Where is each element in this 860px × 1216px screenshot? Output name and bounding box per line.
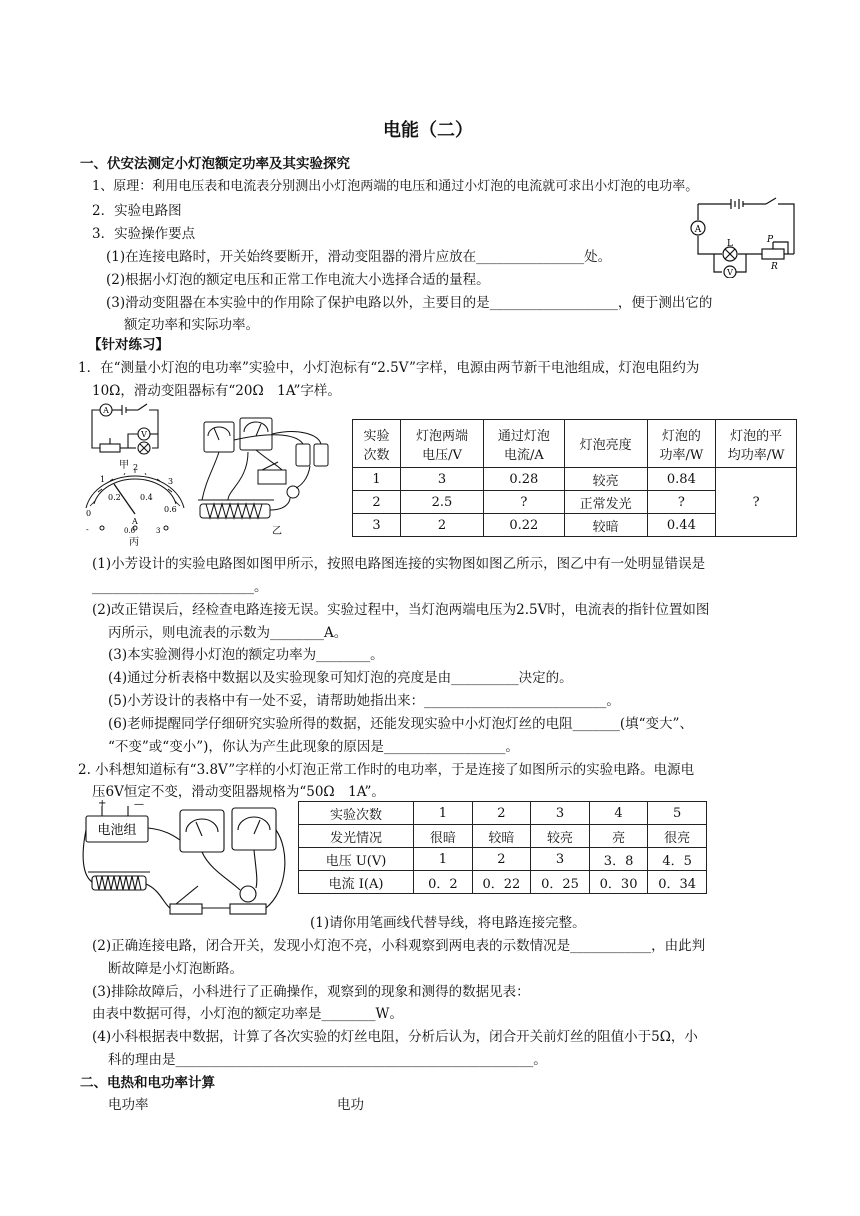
q1-header-power: 灯泡的 功率/W <box>647 420 716 468</box>
key-points-label: 3．实验操作要点 <box>92 226 196 242</box>
table-cell: 1 <box>353 468 401 491</box>
table-cell: 正常发光 <box>564 491 647 514</box>
fig-jia-ammeter-label: A <box>103 406 109 415</box>
table-row <box>299 802 707 825</box>
q2-sub3a: (3)排除故障后，小科进行了正确操作，观察到的现象和测得的数据见表： <box>92 984 530 1000</box>
dial-terminal-3: 3 <box>156 527 161 535</box>
q2-data-table <box>298 801 707 894</box>
table-cell: 亮 <box>589 825 648 848</box>
table-cell: 4．5 <box>648 848 707 871</box>
q1-data-table <box>352 419 797 537</box>
q1-sub1a: (1)小芳设计的实验电路图如图甲所示，按照电路图连接的实物图如图乙所示，图乙中有一处明显错误是 <box>92 556 706 572</box>
q2-apparatus-figure <box>80 800 294 922</box>
q1-sub3: (3)本实验测得小灯泡的额定功率为________。 <box>108 647 384 663</box>
table-cell: 0．25 <box>531 871 590 894</box>
q1-sub4: (4)通过分析表格中数据以及实验现象可知灯泡的亮度是由__________决定的。 <box>108 670 573 686</box>
table-cell: 较暗 <box>564 514 647 537</box>
table-cell: 电压 U(V) <box>299 848 414 871</box>
principle-text: 1、原理：利用电压表和电流表分别测出小灯泡两端的电压和通过小灯泡的电流就可求出小灯泡的电功率。 <box>92 179 699 194</box>
dial-mark-0: 0 <box>86 509 92 518</box>
q1-sub1b: ________________________。 <box>92 579 268 595</box>
table-cell: 0.22 <box>483 514 564 537</box>
dial-unit-label: A <box>132 517 138 526</box>
circuit-label: 2．实验电路图 <box>92 203 182 219</box>
table-cell: 0．22 <box>472 871 531 894</box>
table-cell: 0．30 <box>589 871 648 894</box>
table-cell: 0.28 <box>483 468 564 491</box>
table-cell: 实验次数 <box>299 802 414 825</box>
section1-heading: 一、伏安法测定小灯泡额定功率及其实验探究 <box>80 156 350 172</box>
table-cell: 3 <box>531 848 590 871</box>
q1-stem-a: 1．在“测量小灯泡的电功率”实验中，小灯泡标有“2.5V”字样，电源由两节新干电池组成，灯泡电阻约为 <box>78 360 700 376</box>
dial-mark-2: 2 <box>133 463 139 472</box>
table-cell: ? <box>647 491 716 514</box>
q2-sub2b: 断故障是小灯泡断路。 <box>108 961 243 977</box>
table-cell: 很暗 <box>414 825 473 848</box>
table-cell: 很亮 <box>648 825 707 848</box>
resistor-label: R <box>771 262 778 272</box>
table-cell: 2.5 <box>401 491 484 514</box>
fig-yi-label: 乙 <box>272 526 282 537</box>
table-cell: 5 <box>648 802 707 825</box>
q1-header-brightness: 灯泡亮度 <box>564 420 647 468</box>
q1-header-current: 通过灯泡 电流/A <box>483 420 564 468</box>
page-title: 电能（二） <box>383 120 473 141</box>
point-3b: 额定功率和实际功率。 <box>124 317 259 333</box>
table-cell: 0．34 <box>648 871 707 894</box>
table-cell: 1 <box>414 848 473 871</box>
q1-sub6a: (6)老师提醒同学仔细研究实验所得的数据，还能发现实验中小灯泡灯丝的电阻_______(填“变大”、 <box>108 716 693 732</box>
q2-stem-b: 压6V恒定不变，滑动变阻器规格为“50Ω 1A”。 <box>92 784 385 800</box>
dial-mark-06: 0.6 <box>164 505 177 514</box>
q1-header-trial: 实验 次数 <box>353 420 401 468</box>
practice-label: 【针对练习】 <box>88 337 169 353</box>
table-cell: 较亮 <box>531 825 590 848</box>
q1-figures <box>78 400 340 550</box>
q1-avg-power-cell: ? <box>716 468 797 537</box>
section2-col-work: 电功 <box>337 1097 364 1113</box>
dial-mark-04: 0.4 <box>140 493 153 502</box>
point-2: (2)根据小灯泡的额定电压和正常工作电流大小选择合适的量程。 <box>106 272 490 288</box>
fig-jia-voltmeter-label: V <box>141 430 147 439</box>
dial-terminal-neg: - <box>86 525 89 534</box>
q2-stem-a: 2. 小科想知道标有“3.8V”字样的小灯泡正常工作时的电功率，于是连接了如图所示的实验电路。电源电 <box>78 762 695 778</box>
q1-header-avg-power: 灯泡的平 均功率/W <box>716 420 797 468</box>
dial-terminal-06: 0.6 <box>124 527 136 535</box>
fig-jia-label: 甲 <box>119 460 129 471</box>
q2-sub4b: 科的理由是_____________________________________________________。 <box>108 1052 547 1068</box>
table-cell: 3 <box>401 468 484 491</box>
table-row <box>353 468 797 491</box>
dial-mark-1: 1 <box>100 475 106 484</box>
q2-sub3b: 由表中数据可得，小灯泡的额定功率是________W。 <box>92 1006 403 1022</box>
table-cell: 2 <box>472 802 531 825</box>
point-3a: (3)滑动变阻器在本实验中的作用除了保护电路以外，主要目的是___________________，便于测出它的 <box>106 295 713 311</box>
table-cell: 2 <box>401 514 484 537</box>
battery-label: 电池组 <box>97 823 137 838</box>
table-cell: 4 <box>589 802 648 825</box>
q1-stem-b: 10Ω，滑动变阻器标有“20Ω 1A”字样。 <box>92 383 341 399</box>
slider-label: P <box>767 235 774 245</box>
fig-bing-label: 丙 <box>129 537 139 548</box>
q1-header-voltage: 灯泡两端 电压/V <box>401 420 484 468</box>
table-cell: 3 <box>353 514 401 537</box>
table-cell: 发光情况 <box>299 825 414 848</box>
table-row <box>299 871 707 894</box>
q1-sub2b: 丙所示，则电流表的示数为________A。 <box>108 625 348 641</box>
q1-sub6b: “不变”或“变小”)，你认为产生此现象的原因是__________________。 <box>108 739 519 755</box>
table-cell: 3．8 <box>589 848 648 871</box>
table-cell: ? <box>483 491 564 514</box>
voltmeter-label: V <box>727 268 733 277</box>
q1-sub5: (5)小芳设计的表格中有一处不妥，请帮助她指出来：___________________________。 <box>108 693 620 709</box>
table-cell: 3 <box>531 802 590 825</box>
table-row <box>299 825 707 848</box>
table-cell: 较亮 <box>564 468 647 491</box>
q2-sub1: (1)请你用笔画线代替导线，将电路连接完整。 <box>310 915 586 931</box>
section2-heading: 二、电热和电功率计算 <box>80 1075 215 1091</box>
table-cell: 2 <box>472 848 531 871</box>
battery-plus-label: + <box>98 800 107 809</box>
ammeter-label: A <box>694 225 702 235</box>
q2-sub2a: (2)正确连接电路，闭合开关，发现小灯泡不亮，小科观察到两电表的示数情况是____________，由此判 <box>92 938 706 954</box>
dial-mark-3: 3 <box>168 477 174 486</box>
table-cell: 0.84 <box>647 468 716 491</box>
battery-minus-label: — <box>134 800 144 810</box>
section2-col-power: 电功率 <box>108 1097 149 1113</box>
dial-mark-02: 0.2 <box>108 493 121 502</box>
table-row <box>299 848 707 871</box>
table-cell: 0．2 <box>414 871 473 894</box>
table-cell: 较暗 <box>472 825 531 848</box>
table-cell: 1 <box>414 802 473 825</box>
table-cell: 电流 I(A) <box>299 871 414 894</box>
q2-sub4a: (4)小科根据表中数据，计算了各次实验的灯丝电阻，分析后认为，闭合开关前灯丝的阻值小于5Ω，小 <box>92 1029 698 1045</box>
table-cell: 2 <box>353 491 401 514</box>
lamp-label: L <box>727 239 733 249</box>
q1-sub2a: (2)改正错误后，经检查电路连接无误。实验过程中，当灯泡两端电压为2.5V时，电流表的指针位置如图 <box>92 602 710 618</box>
experiment-circuit-diagram <box>686 196 798 278</box>
point-1: (1)在连接电路时，开关始终要断开，滑动变阻器的滑片应放在________________处。 <box>106 249 612 265</box>
table-cell: 0.44 <box>647 514 716 537</box>
